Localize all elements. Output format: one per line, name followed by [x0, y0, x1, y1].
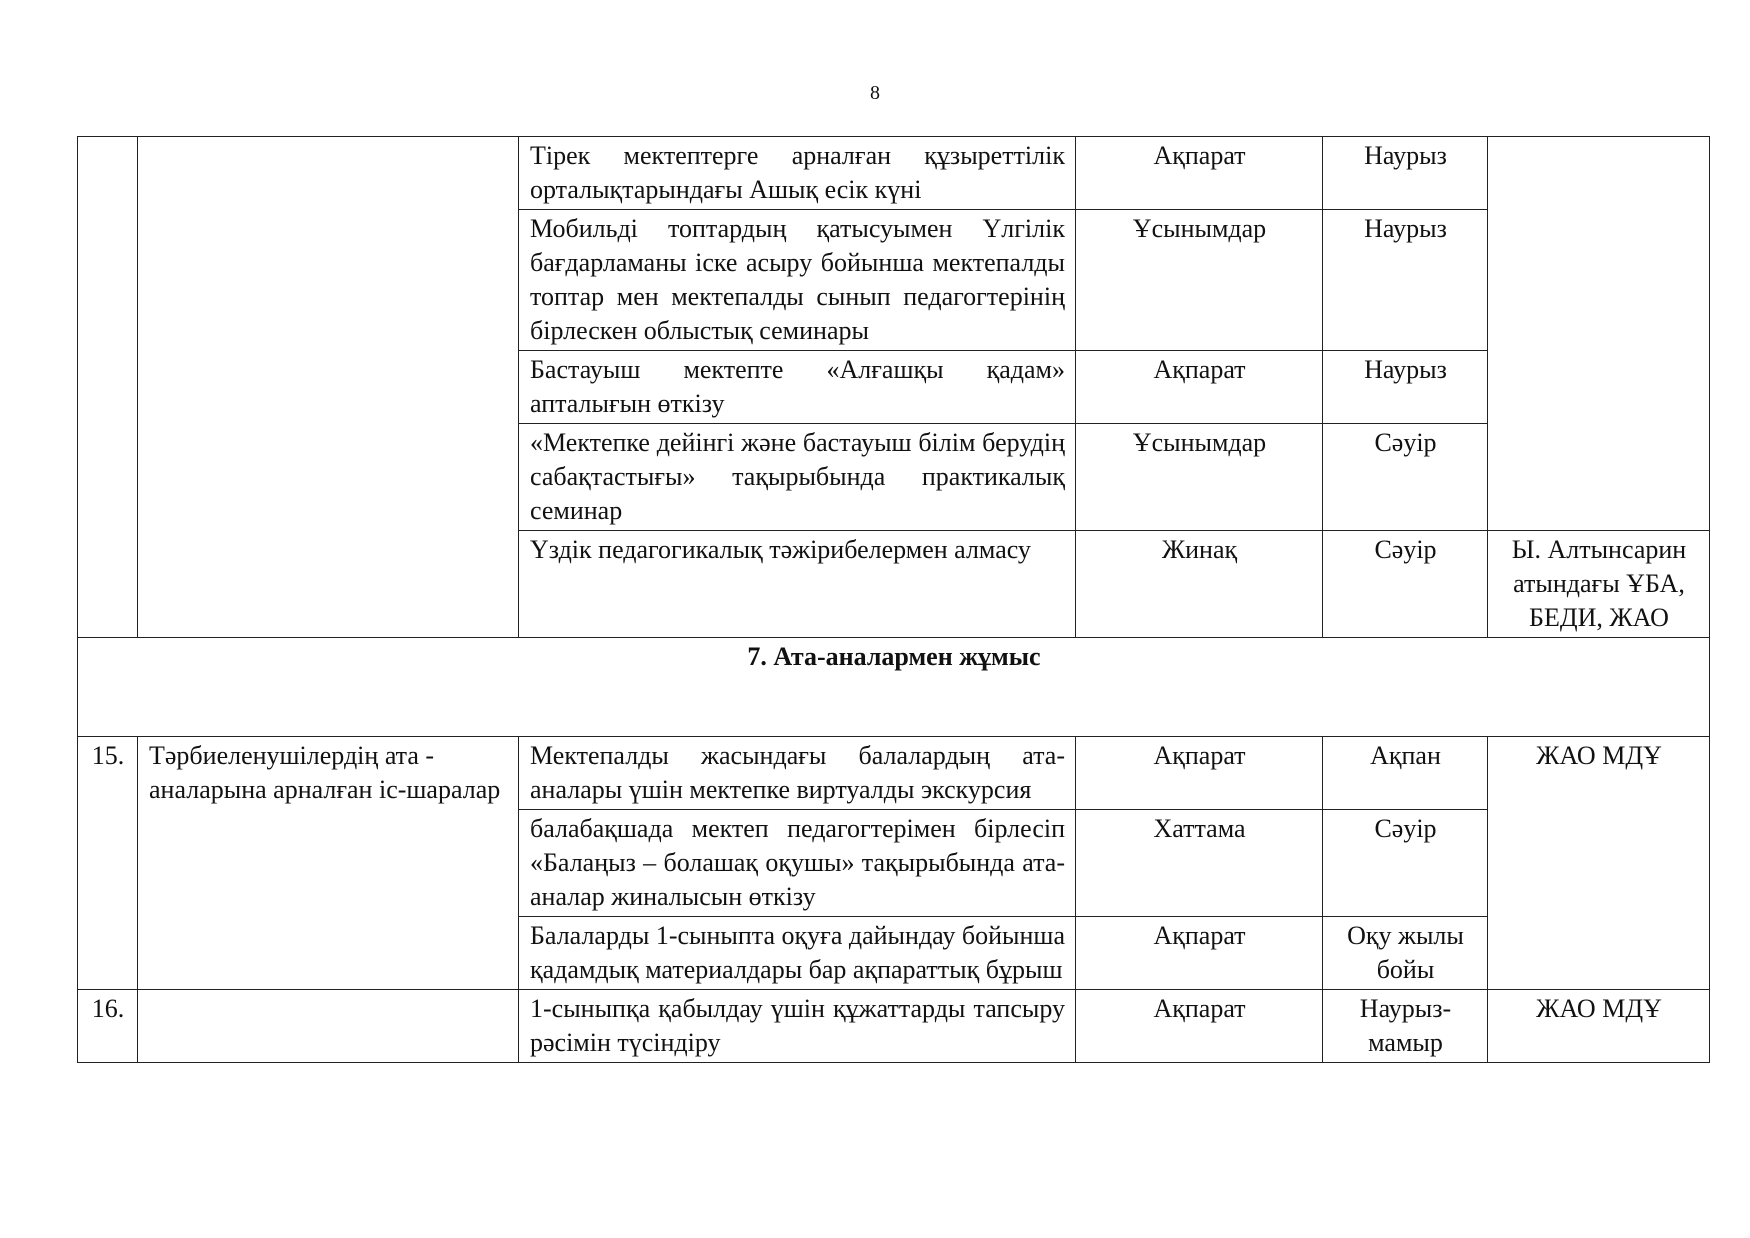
date-cell: Наурыз	[1323, 351, 1488, 424]
number-cell: 16.	[78, 990, 138, 1063]
number-cell	[78, 137, 138, 638]
table-row	[78, 737, 1710, 810]
activity-cell: Тірек мектептерге арналған құзыреттілік орталықтарындағы Ашық есік күні	[519, 137, 1076, 210]
responsible-cell: Ы. Алтынсарин атындағы ҰБА, БЕДИ, ЖАО	[1488, 531, 1710, 638]
title-cell	[138, 137, 519, 638]
activity-cell: Үздік педагогикалық тәжірибелермен алмасу	[519, 531, 1076, 638]
plan-table	[77, 136, 1710, 1063]
form-cell: Ақпарат	[1076, 137, 1323, 210]
activity-cell: балабақшада мектеп педагогтерімен бірлесіп «Балаңыз – болашақ оқушы» тақырыбында ата-аналар жиналысын өткізу	[519, 810, 1076, 917]
section-row	[78, 638, 1710, 737]
date-cell: Сәуір	[1323, 531, 1488, 638]
section-title: 7. Ата-аналармен жұмыс	[78, 638, 1710, 737]
date-cell: Наурыз	[1323, 210, 1488, 351]
activity-cell: Мобильді топтардың қатысуымен Үлгілік бағдарламаны іске асыру бойынша мектепалды топтар мен мектепалды сынып педагогтерінің бірлескен облыстық семинары	[519, 210, 1076, 351]
form-cell: Хаттама	[1076, 810, 1323, 917]
form-cell: Ақпарат	[1076, 737, 1323, 810]
date-cell: Наурыз-мамыр	[1323, 990, 1488, 1063]
form-cell: Ақпарат	[1076, 351, 1323, 424]
responsible-cell: ЖАО МДҰ	[1488, 737, 1710, 990]
table-row	[78, 137, 1710, 210]
number-cell: 15.	[78, 737, 138, 990]
form-cell: Ақпарат	[1076, 917, 1323, 990]
form-cell: Ұсынымдар	[1076, 210, 1323, 351]
activity-cell: Бастауыш мектепте «Алғашқы қадам» апталығын өткізу	[519, 351, 1076, 424]
table-row	[78, 990, 1710, 1063]
activity-cell: «Мектепке дейінгі және бастауыш білім берудің сабақтастығы» тақырыбында практикалық семинар	[519, 424, 1076, 531]
date-cell: Сәуір	[1323, 810, 1488, 917]
activity-cell: Мектепалды жасындағы балалардың ата-аналары үшін мектепке виртуалды экскурсия	[519, 737, 1076, 810]
date-cell: Наурыз	[1323, 137, 1488, 210]
title-cell: Тәрбиеленушілердің ата - аналарына арналған іс-шаралар	[138, 737, 519, 990]
form-cell: Ұсынымдар	[1076, 424, 1323, 531]
responsible-cell: ЖАО МДҰ	[1488, 990, 1710, 1063]
title-cell	[138, 990, 519, 1063]
date-cell: Сәуір	[1323, 424, 1488, 531]
activity-cell: Балаларды 1-сыныпта оқуға дайындау бойынша қадамдық материалдары бар ақпараттық бұрыш	[519, 917, 1076, 990]
form-cell: Жинақ	[1076, 531, 1323, 638]
date-cell: Оқу жылы бойы	[1323, 917, 1488, 990]
responsible-cell	[1488, 137, 1710, 531]
page-number: 8	[870, 82, 880, 104]
date-cell: Ақпан	[1323, 737, 1488, 810]
activity-cell: 1-сыныпқа қабылдау үшін құжаттарды тапсыру рәсімін түсіндіру	[519, 990, 1076, 1063]
form-cell: Ақпарат	[1076, 990, 1323, 1063]
